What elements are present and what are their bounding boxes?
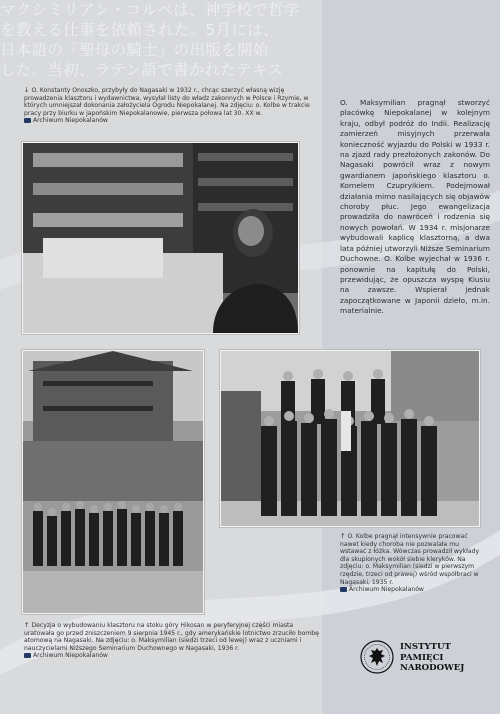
caption-bottom-right: [340, 533, 482, 594]
bg-line: マクシミリアン・コルベは、神学校で哲学: [0, 1, 300, 19]
source-label: Archiwum Niepokalanów: [33, 652, 108, 660]
caption-bottom-left: [24, 622, 320, 660]
source-label: Archiwum Niepokalanów: [33, 117, 108, 125]
caption-source: [340, 586, 482, 594]
main-text: O. Maksymilian pragnął stworzyć placówkę Niepokalanej w kolejnym kraju, odbył podróż do Indii. Realizację zamierzeń misyjnych przerwała konieczność wyjazdu do Polski w 1933 r. na zjazd rady prezłożonych zakonów. Do Nagasaki powrócił wraz z nowym gwardianem japońskiego klasztoru o. Kornelem Czupryikiem. Podejmował działania mimo nasilających się objawów choroby płuc. Jego ewangelizacja prowadziła do nawróceń i rodzenia się nowych powołań. W 1934 r. misjonarze wybudowali kaplicę klasztorną, a dwa lata później utworzyli Niższe Seminarium Duchowne. O. Kolbe wyjechał w 1936 r. ponownie na kapitułę do Polski, przewidując, że opuszcza wyspę Kiusiu na zawsze. Wspierał jednak zapoczątkowane w Japonii dzieło, m.in. materialnie.: [340, 98, 490, 316]
caption-source: [24, 117, 312, 125]
photo-brothers-nagasaki: [220, 350, 480, 527]
ipn-eagle-emblem: [360, 640, 394, 674]
ipn-line1: INSTYTUT: [400, 642, 451, 652]
bg-line: した。当初、ラテン語で書かれたテキス: [0, 61, 284, 79]
caption-text: Decyzja o wybudowaniu klasztoru na stoku góry Hikosan w peryferyjnej części miasta uratowała go przed zniszczeniem 9 sierpnia 1945 r., gdy amerykańskie lotnictwo zrzuciło bombę atomową na Nagasaki. Na zdjęciu: o. Maksymilian (siedzi trzeci od lewej) wraz z uczniami i nauczycielami Niższego Seminarium Duchownego w Nagasaki, 1936 r.: [24, 622, 319, 652]
background-japanese-text: [0, 0, 322, 80]
caption-top: [24, 87, 312, 125]
ipn-line3: NARODOWEJ: [400, 663, 465, 674]
camera-icon: [24, 653, 31, 658]
camera-icon: [24, 118, 31, 123]
arrow-down-icon: ↓: [24, 86, 30, 94]
bg-line: 日本語の「聖母の騎士」の出版を開始: [0, 41, 269, 59]
camera-icon: [340, 587, 347, 592]
arrow-up-icon: ↑: [340, 532, 346, 540]
caption-text: O. Kolbe pragnął intensywnie pracować nawet kiedy choroba nie pozwalała mu wstawać z łóżka. Wówczas prowadził wykłady dla skupionych wokół siebie kleryków. Na zdjęciu: o. Maksymilian (siedzi w pierwszym rzędzie, trzeci od prawej) wśród współbraci w Nagasaki, 1935 r.: [340, 533, 480, 586]
arrow-up-icon: ↑: [24, 621, 30, 629]
ipn-line2: PAMIĘCI: [400, 652, 444, 663]
ipn-name: [400, 642, 464, 674]
photo-kolbe-at-desk: [22, 142, 299, 334]
bg-line: を教える仕事を依頼された。5月には、: [0, 21, 279, 39]
caption-text: O. Konstanty Onoszko, przybyły do Nagasaki w 1932 r., chcąc szerzyć własną wizję prowadzenia klasztoru i wydawnictwa, wysyłał listy do władz zakonnych w Polsce i Rzymie, w których umniejszał dokonania założyciela Ogrodu Niepokalanej. Na zdjęciu: o. Kolbe w trakcie pracy przy biurku w japońskim Niepokalanowie, pierwsza połowa lat 30. XX w.: [24, 87, 310, 117]
photo-seminary-group: [22, 350, 204, 614]
caption-source: [24, 652, 320, 660]
source-label: Archiwum Niepokalanów: [349, 586, 424, 594]
